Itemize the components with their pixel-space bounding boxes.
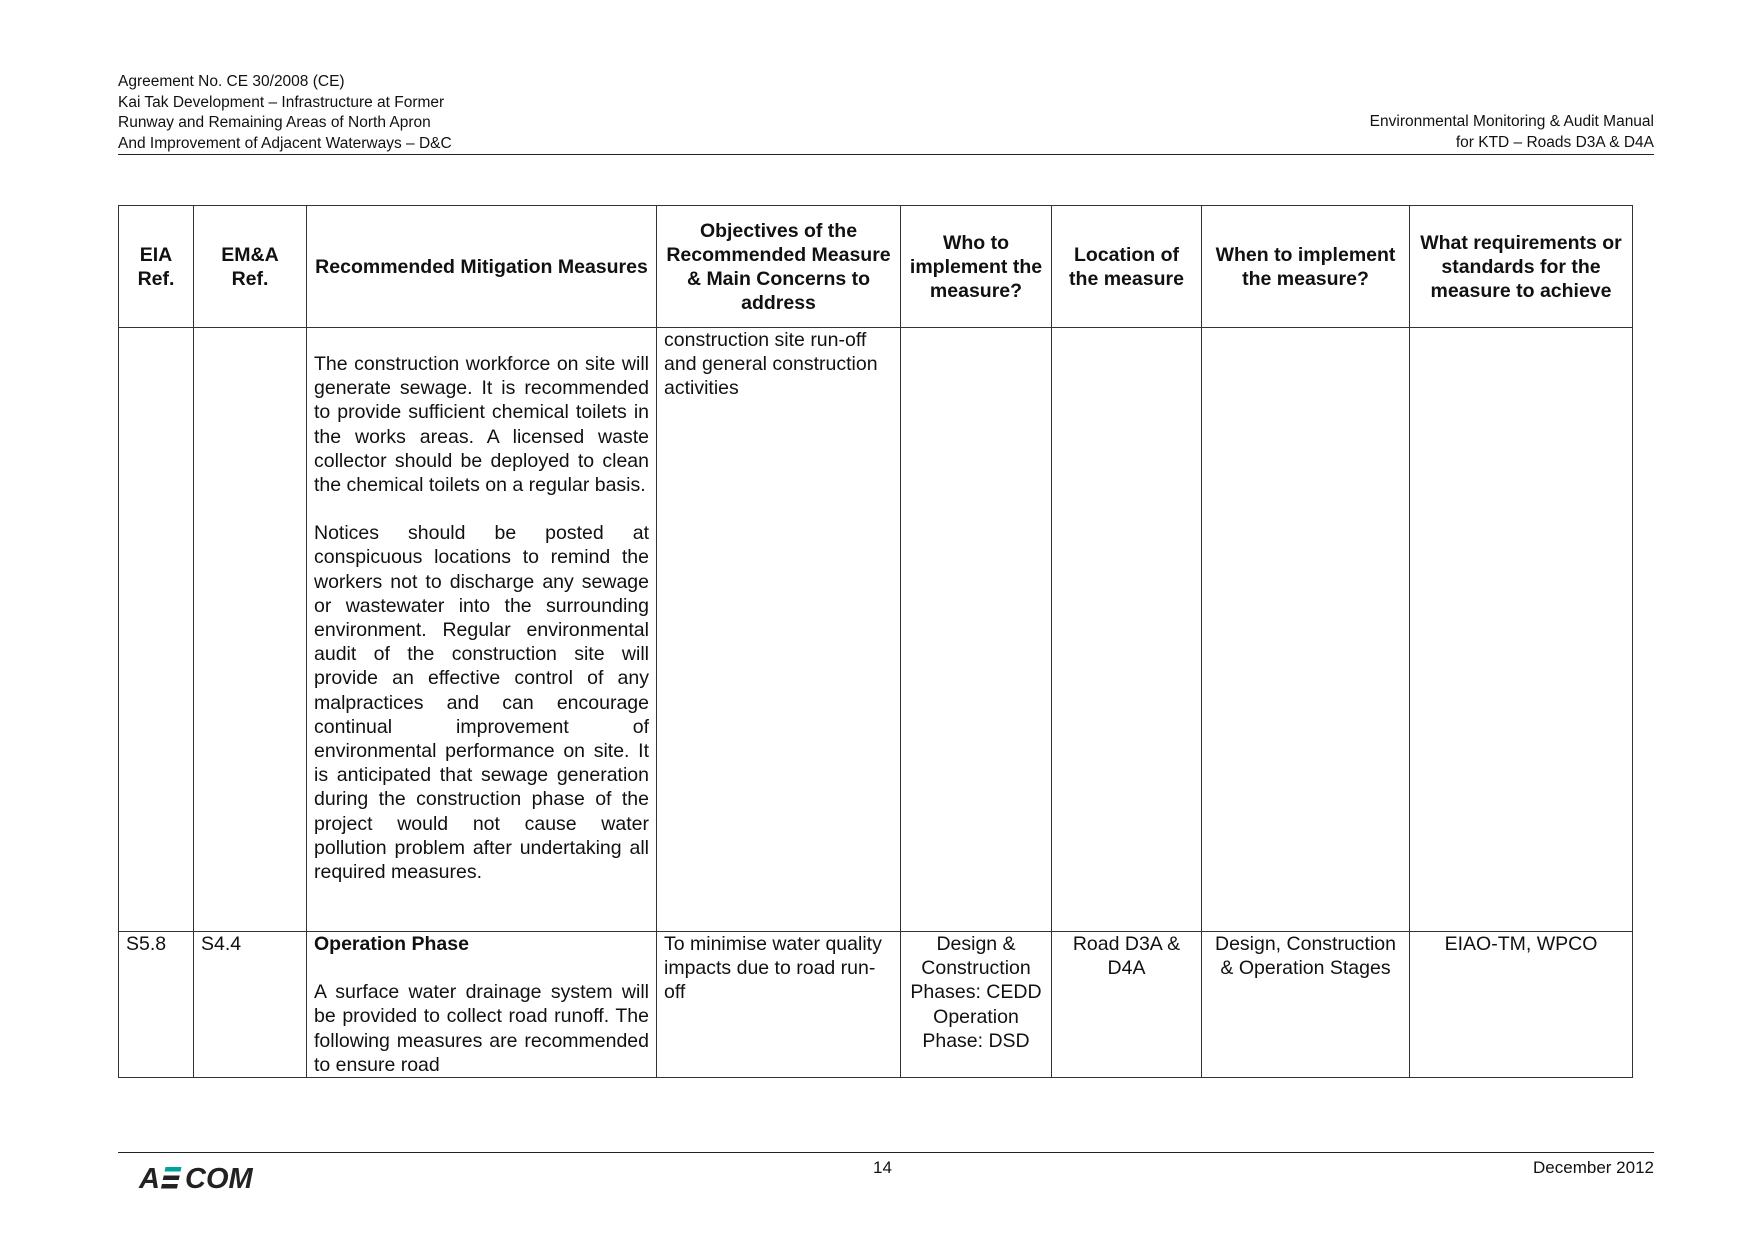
cell-requirements: EIAO-TM, WPCO [1410, 932, 1633, 1078]
footer-date: December 2012 [1533, 1158, 1654, 1177]
header-line-areas: Runway and Remaining Areas of North Apron [118, 114, 431, 131]
measures-heading-operation-phase: Operation Phase [314, 933, 469, 955]
header-project-info [118, 72, 452, 154]
col-header-location: Location of the measure [1052, 206, 1202, 328]
cell-when [1202, 328, 1410, 932]
cell-eia-ref: S5.8 [119, 932, 194, 1078]
header-line-agreement: Agreement No. CE 30/2008 (CE) [118, 73, 345, 90]
spacer [314, 497, 649, 521]
cell-ema-ref: S4.4 [194, 932, 307, 1078]
svg-text:COM: COM [185, 1163, 253, 1194]
col-header-ema-ref: EM&A Ref. [194, 206, 307, 328]
cell-measures [307, 932, 657, 1078]
table-row [119, 328, 1633, 932]
header-document-title [1370, 112, 1654, 153]
svg-text:A: A [139, 1163, 160, 1194]
aecom-logo [137, 1160, 261, 1194]
measures-paragraph-sewage: The construction workforce on site will generate sewage. It is recommended to provide sufficient chemical toilets in the works areas. A licensed waste collector should be deployed to clean the chemical toilets on a regular basis. [314, 353, 649, 497]
table-header-row [119, 206, 1633, 328]
cell-when: Design, Construction & Operation Stages [1202, 932, 1410, 1078]
measures-paragraph-notices: Notices should be posted at conspicuous locations to remind the workers not to discharge any sewage or wastewater into the surrounding environment. Regular environmental audit of the construction site will provide an effective control of any malpractices and can encourage continual improvement of environmental performance on site. It is anticipated that sewage generation during the construction phase of the project would not cause water pollution problem after undertaking all required measures. [314, 522, 649, 884]
col-header-when: When to implement the measure? [1202, 206, 1410, 328]
cell-location: Road D3A & D4A [1052, 932, 1202, 1078]
col-header-eia-ref: EIA Ref. [119, 206, 194, 328]
cell-location [1052, 328, 1202, 932]
col-header-objectives: Objectives of the Recommended Measure & Main Concerns to address [657, 206, 901, 328]
cell-objectives: To minimise water quality impacts due to road run-off [657, 932, 901, 1078]
cell-who: Design & Construction Phases: CEDD Operation Phase: DSD [901, 932, 1052, 1078]
mitigation-measures-table [118, 205, 1633, 1078]
header-line-project: Kai Tak Development – Infrastructure at Former [118, 93, 445, 111]
col-header-measures: Recommended Mitigation Measures [307, 206, 657, 328]
cell-ema-ref [194, 328, 307, 932]
page-number: 14 [873, 1158, 892, 1177]
header-rule [118, 154, 1654, 155]
measures-paragraph-drainage: A surface water drainage system will be provided to collect road runoff. The following measures are recommended to ensure road [314, 981, 649, 1076]
cell-measures [307, 328, 657, 932]
cell-requirements [1410, 328, 1633, 932]
header-line-waterways: And Improvement of Adjacent Waterways – D&C [118, 134, 452, 152]
footer-rule [118, 1152, 1654, 1153]
spacer [314, 956, 649, 980]
cell-who [901, 328, 1052, 932]
spacer [314, 328, 649, 352]
cell-eia-ref [119, 328, 194, 932]
col-header-requirements: What requirements or standards for the measure to achieve [1410, 206, 1633, 328]
col-header-who: Who to implement the measure? [901, 206, 1052, 328]
header-line-roads: for KTD – Roads D3A & D4A [1455, 133, 1654, 151]
cell-objectives: construction site run-off and general construction activities [657, 328, 901, 932]
header-line-manual: Environmental Monitoring & Audit Manual [1369, 113, 1654, 130]
table-row [119, 932, 1633, 1078]
